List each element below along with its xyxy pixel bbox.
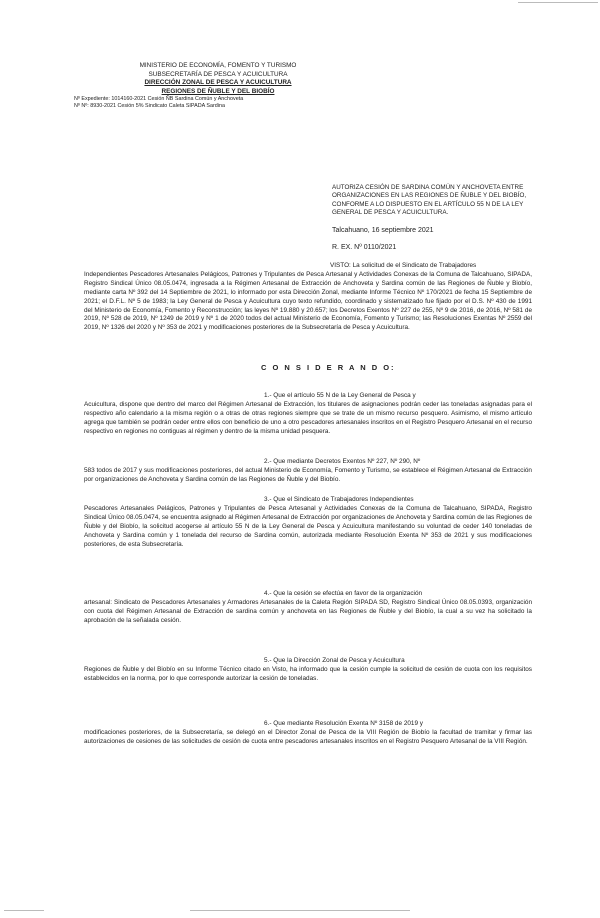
- resolution-number: R. EX. Nº 0110/2021: [332, 244, 397, 251]
- paragraph-text: modificaciones posteriores, de la Subsecretaría, se delegó en el Director Zonal de Pesca de la VIII Región de Biobío la facultad de tramitar y firmar las autorizaciones de cesiones de las solicitudes de cesión de cuota entre pescadores artesanales inscritos en el Registro Pesquero Artesanal de la VIII Región.: [84, 728, 532, 745]
- considerando-heading: C O N S I D E R A N D O:: [261, 363, 396, 372]
- visto-lead: VISTO: La solicitud de el Sindicato de Trabajadores: [330, 262, 477, 269]
- paragraph-text: Acuicultura, dispone que dentro del marco del Régimen Artesanal de Extracción, los titulares de asignaciones podrán ceder las toneladas asignadas para el respectivo año calendario a la misma región o a otras de otras regiones siempre que se trate de un mismo recurso pesquero. Asimismo, el mismo artículo agrega que también se podrán ceder entre ellos con beneficio de uno a otro pescadores artesanales inscritos en el Registro Pesquero Artesanal en el recurso respectivo en regiones no contiguas al régimen y dentro de la misma unidad pesquera.: [84, 400, 532, 435]
- subsecretaria-name: SUBSECRETARÍA DE PESCA Y ACUICULTURA: [148, 70, 288, 78]
- paragraph-lead: 5.- Que la Dirección Zonal de Pesca y Acuicultura: [264, 657, 405, 664]
- considerando-paragraph-6: [84, 720, 532, 747]
- paragraph-lead: 3.- Que el Sindicato de Trabajadores Independientes: [264, 496, 414, 503]
- expediente-ref-2: Nº Nº: 8930-2021 Cesión 5% Sindicato Caleta SIPADA Sardina: [74, 103, 225, 110]
- bottom-left-scan-line: [4, 910, 44, 911]
- top-right-scan-line: [518, 2, 598, 3]
- regiones-name: REGIONES DE ÑUBLE Y DEL BIOBÍO: [161, 87, 275, 95]
- paragraph-lead: 2.- Que mediante Decretos Exentos Nº 227, Nº 290, Nº: [264, 458, 421, 465]
- bottom-center-scan-line: [190, 910, 410, 911]
- direccion-name: DIRECCIÓN ZONAL DE PESCA Y ACUICULTURA: [144, 79, 292, 87]
- considerando-paragraph-2: [84, 458, 532, 485]
- resolution-subject: AUTORIZA CESIÓN DE SARDINA COMÚN Y ANCHOVETA ENTRE ORGANIZACIONES EN LAS REGIONES DE ÑUBLE Y DEL BIOBÍO, CONFORME A LO DISPUESTO EN EL ARTÍCULO 55 N DE LA LEY GENERAL DE PESCA Y ACUICULTURA.: [332, 184, 527, 217]
- considerando-paragraph-5: [84, 657, 532, 684]
- paragraph-lead: 1.- Que el artículo 55 N de la Ley General de Pesca y: [264, 392, 416, 399]
- ministry-name: MINISTERIO DE ECONOMÍA, FOMENTO Y TURISMO: [139, 62, 297, 69]
- considerando-paragraph-4: [84, 590, 532, 626]
- expediente-ref: Nº Expediente: 1014160-2021 Cesión ÑB Sardina Común y Anchoveta: [74, 96, 244, 103]
- resolution-date: Talcahuano, 16 septiembre 2021: [332, 227, 434, 234]
- considerando-paragraph-1: [84, 392, 532, 437]
- letterhead: [74, 62, 348, 110]
- paragraph-lead: 4.- Que la cesión se efectúa en favor de la organización: [264, 590, 423, 597]
- paragraph-text: Regiones de Ñuble y del Biobío en su Informe Técnico citado en Visto, ha informado que la cesión cumple la solicitud de cesión de cuota con los requisitos establecidos en la norma, por lo que corresponde autorizar la cesión de toneladas.: [84, 665, 532, 682]
- visto-section: [84, 262, 532, 333]
- paragraph-text: 583 todos de 2017 y sus modificaciones posteriores, del actual Ministerio de Economía, Fomento y Turismo, se establece el Régimen Artesanal de Extracción por organizaciones de Anchoveta y Sardina común de las Regiones de Ñuble y del Biobío.: [84, 466, 532, 483]
- considerando-paragraph-3: [84, 496, 532, 549]
- paragraph-lead: 6.- Que mediante Resolución Exenta Nº 3158 de 2019 y: [264, 720, 424, 727]
- paragraph-text: Pescadores Artesanales Pelágicos, Patrones y Tripulantes de Pesca Artesanal y Actividades Conexas de la Comuna de Talcahuano, SIPADA, Registro Sindical Único 08.05.0474, se encuentra asignado al Régimen Artesanal de Extracción por organizaciones de Anchoveta y Sardina común de las Regiones de Ñuble y del Biobío, la solicitud acogerse al artículo 55 N de la Ley General de Pesca y Acuicultura manifestando su voluntad de ceder 140 toneladas de Anchoveta y Sardina común y 1 tonelada del recurso de Sardina común, autorizada mediante Resolución Exenta Nº 353 de 2021 y sus modificaciones posteriores, de esta Subsecretaría.: [84, 504, 532, 548]
- paragraph-text: artesanal: Sindicato de Pescadores Artesanales y Armadores Artesanales de la Caleta Región SIPADA SD, Registro Sindical Único 08.05.0393, organización con cuota del Régimen Artesanal de Extracción de sardina común y anchoveta en las Regiones de Ñuble y del Biobío, la cual a su vez ha solicitado la aprobación de la señalada cesión.: [84, 598, 532, 624]
- visto-text: Independientes Pescadores Artesanales Pelágicos, Patrones y Tripulantes de Pesca Artesanal y Actividades Conexas de la Comuna de Talcahuano, SIPADA, Registro Sindical Único 08.05.0474, ingresada a la Régimen Artesanal de Extracción de Anchoveta y Sardina común de las Regiones de Ñuble y Biobío, mediante carta Nº 392 del 14 Septiembre de 2021, lo informado por esta Dirección Zonal, mediante Informe Técnico Nº 170/2021 de fecha 15 Septiembre de 2021; el D.F.L. Nº 5 de 1983; la Ley General de Pesca y Acuicultura cuyo texto refundido, coordinado y sistematizado fue fijado por el D.S. Nº 430 de 1991 del Ministerio de Economía, Fomento y Reconstrucción; las leyes Nº 19.880 y 20.657; los Decretos Exentos Nº 227 de 255, Nº 9 de 2016, de 2016, Nº 581 de 2019, Nº 528 de 2019, Nº 1249 de 2019 y Nº 1 de 2020 todos del actual Ministerio de Economía, Fomento y Turismo; las Resoluciones Exentas Nº 2559 del 2019, Nº 1326 del 2020 y Nº 353 de 2021 y modificaciones posteriores de la Subsecretaría de Pesca y Acuicultura.: [84, 270, 532, 332]
